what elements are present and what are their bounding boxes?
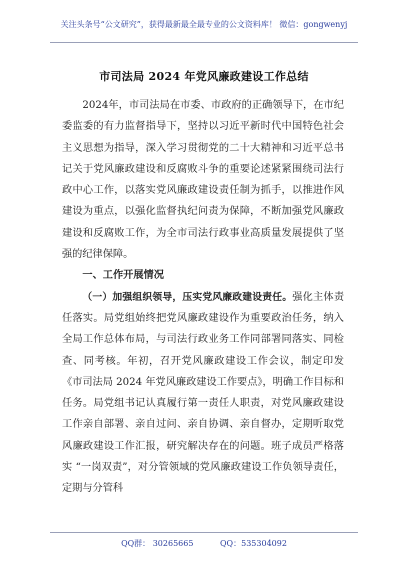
subsection-lead: （一）加强组织领导，压实党风廉政建设责任。	[82, 291, 293, 303]
intro-paragraph: 2024年，市司法局在市委、市政府的正确领导下，在市纪委监委的有力监督指导下，坚持以习近平新时代中国特色社会主义思想为指导，深入学习贯彻党的二十大精神和习近平总书记关于党风廉政建设和反腐败斗争的重要论述紧紧围绕司法行政中心工作，以落实党风廉政建设责任制为抓手，以推进作风建设为重点，以强化监督执纪问责为保障，不断加强党风廉政建设和反腐败工作，为全市司法行政事业高质量发展提供了坚强的纪律保障。	[62, 100, 344, 261]
document-title: 市司法局 2024 年党风廉政建设工作总结	[99, 70, 309, 83]
subsection-text: 强化主体责任落实。局党组始终把党风廉政建设作为重要政治任务，纳入全局工作总体布局，与司法行政业务工作同部署同落实、同检查、同考核。年初，召开党风廉政建设工作会议，制定印发《市司法局 2024 年党风廉政建设工作要点》，明确工作目标和任务。局党组书记认真履行第一责任人职责，对党风廉政建设工作亲自部署、亲自过问、亲自协调、亲自督办，定期听取党风廉政建设工作汇报，研究解决存在的问题。班子成员严格落实 “一岗双责”，对分管领域的党风廉政建设工作负领导责任，定期与分管科	[62, 291, 345, 495]
footer-qq-group: QQ群： 30265665	[121, 539, 194, 548]
subsection-paragraph	[62, 287, 344, 500]
header-banner: 关注头条号“公文研究”，获得最新最全最专业的公文资料库！ 微信：gongwenyj	[60, 20, 348, 29]
footer-qq: QQ：535304092	[220, 539, 287, 548]
footer-contact	[0, 538, 408, 549]
section-heading: 一、工作开展情况	[82, 269, 164, 282]
document-body	[62, 95, 344, 500]
header-divider	[50, 42, 358, 43]
footer-divider	[50, 532, 358, 533]
